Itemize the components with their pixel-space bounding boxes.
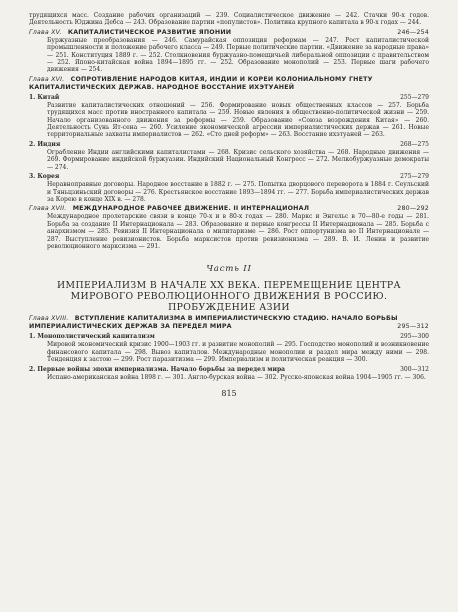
section-monopoly-heading bbox=[29, 333, 429, 341]
chapter-title: СОПРОТИВЛЕНИЕ НАРОДОВ КИТАЯ, ИНДИИ И КОРЕИ КОЛОНИАЛЬНОМУ ГНЕТУ КАПИТАЛИСТИЧЕСКИХ ДЕРЖАВ. НАРОДНОЕ ВОССТАНИЕ ИХЭТУАНЕЙ bbox=[29, 75, 373, 91]
part-heading bbox=[29, 280, 429, 313]
section-pages: 295—300 bbox=[400, 333, 429, 341]
chapter-18-heading bbox=[29, 315, 429, 331]
chapter-15-text: Буржуазные преобразования — 246. Самурайская оппозиция реформам — 247. Рост капиталистической промышленности и положение рабочего класса — 249. Первые политические партии. «Движение за народные права» — 251. Конституция 1889 г. — 252. Столкновения буржуазно-помещичьей либеральной оппозиции с правительством — 252. Японо-китайская война 1894—1895 гг. — 252. Образование монополий — 253. Первые шаги рабочего движения — 254. bbox=[47, 36, 429, 74]
section-pages: 300—312 bbox=[400, 365, 429, 373]
section-pages: 268—275 bbox=[400, 140, 429, 148]
part-heading-line: ПРОБУЖДЕНИЕ АЗИИ bbox=[168, 302, 290, 314]
chapter-number: Глава XVI. bbox=[29, 75, 65, 83]
part-label: Часть II bbox=[206, 264, 252, 275]
chapter-number: Глава XVII. bbox=[29, 205, 67, 213]
chapter-17-heading bbox=[29, 205, 429, 213]
chapter-pages: 280—292 bbox=[397, 205, 429, 213]
section-korea-text: Неравноправные договоры. Народное восстание в 1882 г. — 275. Попытка дворцового переворота в 1884 г. Сеульский и Тяньцзиньский договоры — 276. Крестьянское восстание 1893—1894 гг. — 277. Борьба империалистических держав за Корею в конце XIX в. — 278. bbox=[47, 181, 429, 203]
book-page bbox=[29, 12, 429, 582]
chapter-pages: 295—312 bbox=[397, 323, 429, 331]
section-pages: 255—279 bbox=[400, 93, 429, 101]
section-india-heading bbox=[29, 141, 429, 149]
intro-paragraph: трудящихся масс. Создание рабочих организаций — 239. Социалистическое движение — 242. Стачки 90-х годов. Деятельность Юджина Дебса — 243. Образование партии «популистов». Политика крупного капитала в 90-х годах — 244. bbox=[29, 12, 429, 27]
section-pages: 275—279 bbox=[400, 173, 429, 181]
chapter-pages: 246—254 bbox=[397, 28, 429, 36]
section-korea-heading bbox=[29, 173, 429, 181]
section-monopoly-text: Мировой экономический кризис 1900—1903 гг. и развитие монополий — 295. Господство монополий и возникновение финансового капитала — 298. Вывоз капиталов. Международные монополии и раздел мира между ними — 298. Тенденция к застою — 299. Рост паразитизма — 299. Империализм и политическая реакция — 300. bbox=[47, 341, 429, 364]
chapter-title: ВСТУПЛЕНИЕ КАПИТАЛИЗМА В ИМПЕРИАЛИСТИЧЕСКУЮ СТАДИЮ. НАЧАЛО БОРЬБЫ ИМПЕРИАЛИСТИЧЕСКИХ ДЕРЖАВ ЗА ПЕРЕДЕЛ МИРА bbox=[29, 315, 398, 331]
section-wars-heading bbox=[29, 366, 429, 374]
section-wars-text: Испано-американская война 1898 г. — 301. Англо-бурская война — 302. Русско-японская война 1904—1905 гг. — 306. bbox=[47, 373, 426, 381]
chapter-title: МЕЖДУНАРОДНОЕ РАБОЧЕЕ ДВИЖЕНИЕ. II ИНТЕРНАЦИОНАЛ bbox=[72, 205, 310, 213]
section-title: 2. Первые войны эпохи империализма. Начало борьбы за передел мира bbox=[29, 365, 286, 373]
chapter-number: Глава XVIII. bbox=[29, 315, 69, 323]
page-number: 815 bbox=[221, 388, 237, 398]
chapter-number: Глава XV. bbox=[29, 28, 62, 36]
section-title: 1. Китай bbox=[29, 93, 60, 101]
chapter-title: КАПИТАЛИСТИЧЕСКОЕ РАЗВИТИЕ ЯПОНИИ bbox=[67, 28, 232, 36]
section-title: 1. Монополистический капитализм bbox=[29, 333, 155, 341]
part-heading-line: ИМПЕРИАЛИЗМ В НАЧАЛЕ XX ВЕКА. ПЕРЕМЕЩЕНИЕ ЦЕНТРА bbox=[57, 280, 401, 292]
section-china-heading bbox=[29, 94, 429, 102]
chapter-15-heading bbox=[29, 29, 429, 37]
section-title: 2. Индия bbox=[29, 140, 61, 148]
part-heading-line: МИРОВОГО РЕВОЛЮЦИОННОГО ДВИЖЕНИЯ В РОССИЮ. bbox=[70, 291, 388, 303]
section-china-text: Развитие капиталистических отношений — 256. Формирование новых общественных классов — 257. Борьба трудящихся масс против иностранного капитала — 259. Новые явления в общественно-политической жизни — 259. Начало организованного движения за реформы — 259. Образование «Союза возрождения Китая» — 260. Деятельность Сунь Ят-сена — 260. Усиление экономической агрессии империалистических держав — 261. Новые территориальные захваты империалистов — 262. «Сто дней реформ» — 263. Восстание ихэтуаней — 263. bbox=[47, 101, 429, 139]
chapter-16-heading bbox=[29, 76, 429, 92]
section-india-text: Ограбление Индии английскими капиталистами — 268. Кризис сельского хозяйства — 268. Народные движения — 269. Формирование индийской буржуазии. Индийский Национальный Конгресс — 272. Мелкобуржуазные демократы — 274. bbox=[47, 148, 429, 171]
section-title: 3. Корея bbox=[29, 173, 60, 181]
chapter-17-text: Международное пролетарские связи в конце 70-х и в 80-х годах — 280. Маркс и Энгельс в 70—80-е годы — 281. Борьба за создание II Интернационала — 283. Образование и первые конгрессы II Интернационала — 285. Борьба с анархизмом — 285. Ревизия II Интернационала о милитаризме — 286. Рост оппортунизма во II Интернационале — 287. Выступление ревизионистов. Борьба марксистов против ревизионизма — 289. В. И. Ленин и развитие революционного марксизма — 291. bbox=[47, 213, 429, 250]
